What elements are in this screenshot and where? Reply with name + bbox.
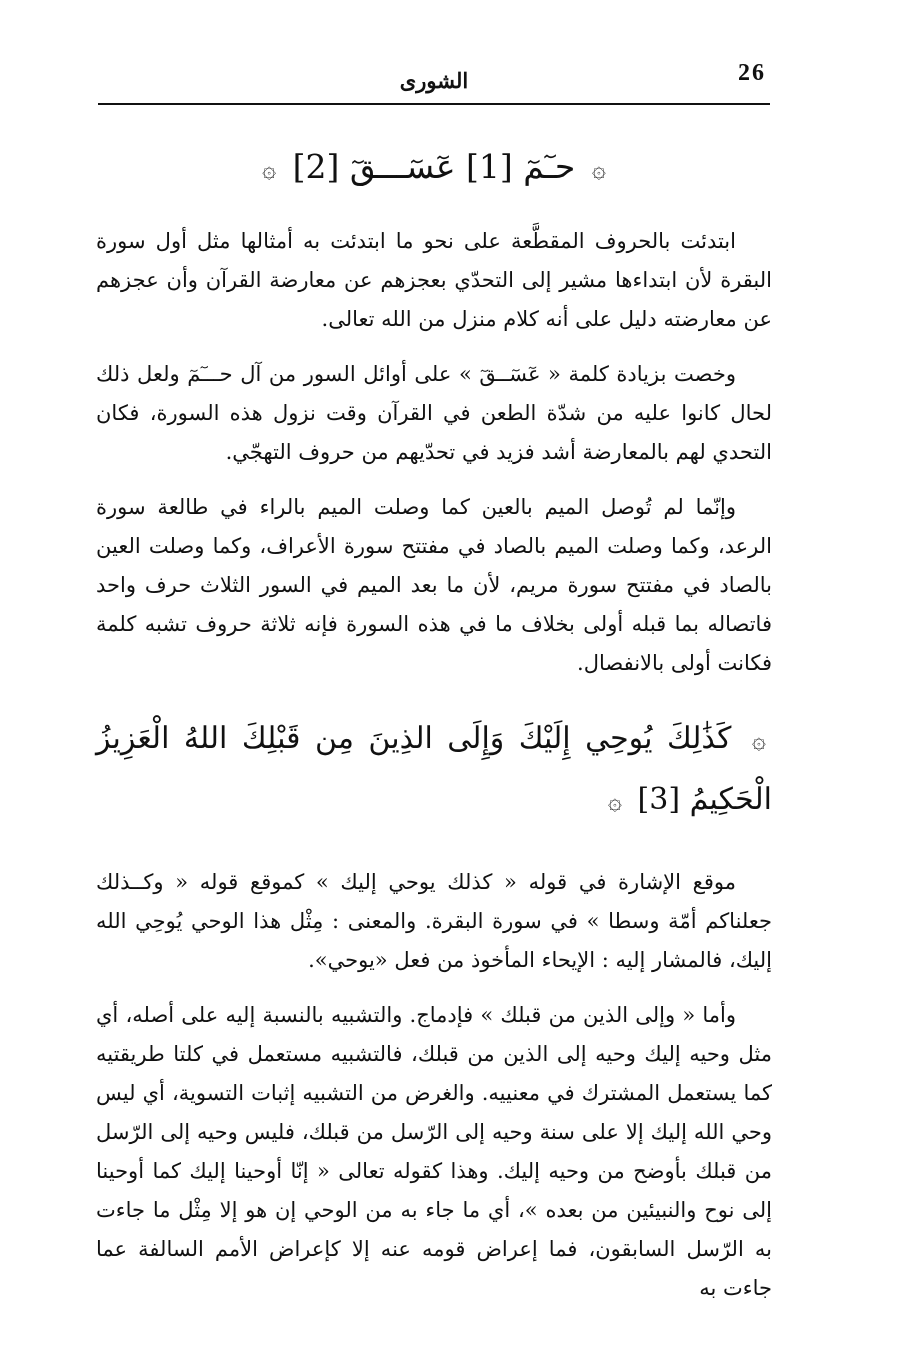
surah-title: الشورى bbox=[399, 68, 469, 93]
commentary-paragraph: وأما « وإلى الذين من قبلك » فإدماج. والتشبيه بالنسبة إليه على أصله، أي مثل وحيه إليك وحيه إلى الذين من قبلك، فالتشبيه مستعمل في كلتا طريقتيه كما يستعمل المشترك في معنييه. والغرض من التشبيه إثبات التسوية، أي ليس وحي الله إليك إلا على سنة وحيه إلى الرّسل من قبلك، فليس وحيه إلى الرّسل من قبلك بأوضح من وحيه إليك. وهذا كقوله تعالى « إنّا أوحينا إليك كما أوحينا إلى نوح والنبيئين من بعده »، أي ما جاء به من الوحي إن هو إلا مِثْل ما جاءت به الرّسل السابقون، فما إعراض قومه عنه إلا كإعراض الأمم السالفة عما جاءت به bbox=[96, 1003, 772, 1300]
commentary-paragraph: ابتدئت بالحروف المقطَّعة على نحو ما ابتدئت به أمثالها مثل أول سورة البقرة لأن ابتداءها مشير إلى التحدّي بعجزهم عن معارضة القرآن وأن عجزهم عن معارضته دليل على أنه كلام منزل من الله تعالى. bbox=[96, 229, 772, 331]
verse-close-ornament-icon: ۞ bbox=[607, 787, 622, 815]
verse-3 bbox=[96, 709, 772, 831]
verse-open-ornament-icon: ۞ bbox=[591, 155, 606, 183]
verse-1-2 bbox=[96, 138, 772, 198]
header-divider bbox=[98, 103, 770, 105]
verse-text: كَذَٰلِكَ يُوحِي إِلَيْكَ وَإِلَى الذِينَ مِن قَبْلِكَ اللهُ الْعَزِيزُ الْحَكِيمُ [3] bbox=[96, 721, 772, 817]
verse-open-ornament-icon: ۞ bbox=[751, 726, 766, 754]
commentary-paragraph: وخصت بزيادة كلمة « عٓسٓــقٓ » على أوائل السور من آل حـــٓمٓ ولعل ذلك لحال كانوا عليه من شدّة الطعن في القرآن وقت نزول هذه السورة، فكان التحدي لهم بالمعارضة أشد فزيد في تحدّيهم من حروف التهجّي. bbox=[96, 362, 772, 464]
verse-text: حـٓمٓ [1] عٓسٓـــقٓ [2] bbox=[292, 147, 576, 186]
running-header bbox=[98, 58, 770, 98]
commentary-paragraph: موقع الإشارة في قوله « كذلك يوحي إليك » كموقع قوله « وكــذلك جعلناكم أمّة وسطا » في سورة البقرة. والمعنى : مِثْل هذا الوحي يُوحِي الله إليك، فالمشار إليه : الإيحاء المأخوذ من فعل «يوحي». bbox=[96, 870, 772, 972]
page-number: 26 bbox=[738, 60, 766, 86]
page-body bbox=[96, 118, 772, 1324]
verse-close-ornament-icon: ۞ bbox=[262, 155, 277, 183]
commentary-paragraph: وإنّما لم تُوصل الميم بالعين كما وصلت الميم بالراء في طالعة سورة الرعد، وكما وصلت الميم بالصاد في مفتتح سورة الأعراف، وكما وصلت العين بالصاد في مفتتح سورة مريم، لأن ما بعد الميم في السور الثلاث حرف واحد فاتصاله بما قبله أولى بخلاف ما في هذه السورة فإنه ثلاثة حروف تشبه كلمة فكانت أولى بالانفصال. bbox=[96, 495, 772, 675]
